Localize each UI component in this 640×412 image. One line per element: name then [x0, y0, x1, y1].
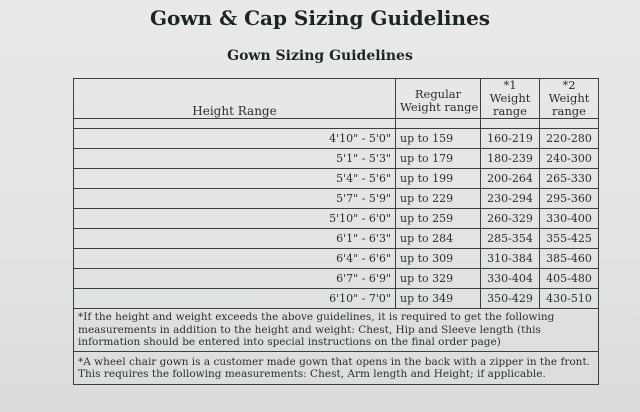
table-row	[74, 149, 599, 169]
cell-weight-1: 350-429	[481, 289, 540, 309]
spacer-cell	[481, 119, 540, 129]
header-w2-line2: range	[552, 104, 586, 118]
cell-height: 6'10" - 7'0"	[74, 289, 396, 309]
table-row	[74, 229, 599, 249]
note-wheelchair: *A wheel chair gown is a customer made gown that opens in the back with a zipper in the front. This requires the following measurements: Chest, Arm length and Height; if applicable.	[74, 352, 599, 385]
table-row	[74, 209, 599, 229]
header-w1-mark: *1	[503, 78, 517, 92]
cell-weight-1: 285-354	[481, 229, 540, 249]
cell-height: 4'10" - 5'0"	[74, 129, 396, 149]
table-row	[74, 189, 599, 209]
cell-height: 5'10" - 6'0"	[74, 209, 396, 229]
section-subtitle: Gown Sizing Guidelines	[227, 48, 413, 64]
cell-regular: up to 229	[396, 189, 481, 209]
header-w2-line1: Weight	[548, 91, 590, 105]
cell-weight-1: 160-219	[481, 129, 540, 149]
header-regular-weight	[396, 79, 481, 119]
table-row	[74, 129, 599, 149]
header-regular-line1: Regular	[414, 87, 462, 101]
cell-weight-1: 260-329	[481, 209, 540, 229]
cell-height: 5'1" - 5'3"	[74, 149, 396, 169]
cell-regular: up to 179	[396, 149, 481, 169]
cell-weight-2: 220-280	[540, 129, 599, 149]
cell-regular: up to 159	[396, 129, 481, 149]
cell-regular: up to 329	[396, 269, 481, 289]
header-w1-line2: range	[493, 104, 527, 118]
cell-weight-1: 330-404	[481, 269, 540, 289]
cell-weight-2: 265-330	[540, 169, 599, 189]
table-row	[74, 249, 599, 269]
header-weight-range-1	[481, 79, 540, 119]
cell-height: 6'1" - 6'3"	[74, 229, 396, 249]
cell-weight-2: 405-480	[540, 269, 599, 289]
table-row	[74, 269, 599, 289]
cell-weight-2: 240-300	[540, 149, 599, 169]
cell-regular: up to 259	[396, 209, 481, 229]
cell-height: 6'7" - 6'9"	[74, 269, 396, 289]
sizing-table	[73, 78, 599, 385]
cell-weight-2: 295-360	[540, 189, 599, 209]
spacer-cell	[540, 119, 599, 129]
table-header-row	[74, 79, 599, 119]
header-weight-range-2	[540, 79, 599, 119]
cell-weight-2: 355-425	[540, 229, 599, 249]
page-title: Gown & Cap Sizing Guidelines	[149, 6, 491, 30]
header-w1-line1: Weight	[489, 91, 531, 105]
table-spacer-row	[74, 119, 599, 129]
cell-height: 6'4" - 6'6"	[74, 249, 396, 269]
header-w2-mark: *2	[562, 78, 576, 92]
cell-height: 5'7" - 5'9"	[74, 189, 396, 209]
header-height-range: Height Range	[74, 79, 396, 119]
cell-regular: up to 199	[396, 169, 481, 189]
note-measurements: *If the height and weight exceeds the above guidelines, it is required to get the following measurements in addition to the height and weight: Chest, Hip and Sleeve length (this information should be entered into special instructions on the final order page)	[74, 309, 599, 352]
cell-weight-1: 230-294	[481, 189, 540, 209]
spacer-cell	[74, 119, 396, 129]
cell-weight-2: 430-510	[540, 289, 599, 309]
cell-height: 5'4" - 5'6"	[74, 169, 396, 189]
cell-weight-1: 310-384	[481, 249, 540, 269]
table-row	[74, 169, 599, 189]
table-row	[74, 289, 599, 309]
cell-regular: up to 349	[396, 289, 481, 309]
cell-weight-1: 180-239	[481, 149, 540, 169]
note-row-measurements	[74, 309, 599, 352]
cell-weight-1: 200-264	[481, 169, 540, 189]
header-regular-line2: Weight range	[400, 100, 479, 114]
cell-weight-2: 385-460	[540, 249, 599, 269]
note-row-wheelchair	[74, 352, 599, 385]
spacer-cell	[396, 119, 481, 129]
cell-weight-2: 330-400	[540, 209, 599, 229]
cell-regular: up to 309	[396, 249, 481, 269]
cell-regular: up to 284	[396, 229, 481, 249]
